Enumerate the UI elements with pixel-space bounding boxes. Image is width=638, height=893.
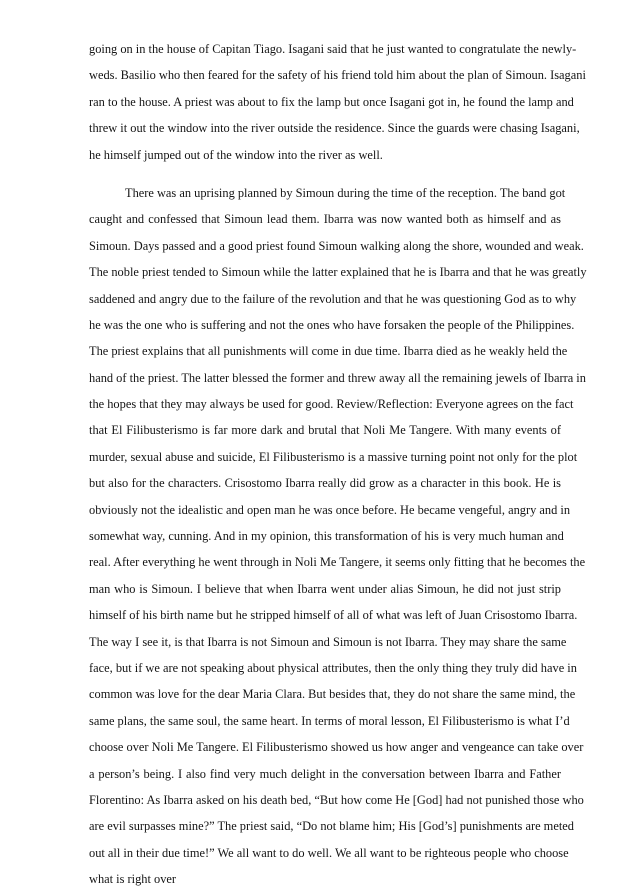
text-line: The noble priest tended to Simoun while the latter explained that he is Ibarra and that he was greatly: [89, 265, 587, 280]
text-line: murder, sexual abuse and suicide, El Filibusterismo is a massive turning point not only for the plot: [89, 449, 578, 464]
text-line: There was an uprising planned by Simoun during the time of the reception. The band got: [125, 185, 566, 200]
text-line: he himself jumped out of the window into the river as well.: [89, 147, 383, 162]
text-line: threw it out the window into the river outside the residence. Since the guards were chasing Isagani,: [89, 121, 580, 136]
text-line: he was the one who is suffering and not the ones who have forsaken the people of the Philippines.: [89, 317, 575, 332]
text-line: hand of the priest. The latter blessed the former and threw away all the remaining jewels of Ibarra in: [89, 370, 586, 385]
paragraph-2: [89, 180, 587, 893]
text-line: out all in their due time!” We all want to do well. We all want to be righteous people who choose: [89, 845, 569, 860]
text-line: saddened and angry due to the failure of the revolution and that he was questioning God as to why: [89, 291, 577, 306]
text-line: but also for the characters. Crisostomo Ibarra really did grow as a character in this book. He is: [89, 476, 561, 491]
document-body: [89, 36, 587, 893]
text-line: Simoun. Days passed and a good priest found Simoun walking along the shore, wounded and weak.: [89, 238, 584, 253]
text-line: real. After everything he went through in Noli Me Tangere, it seems only fitting that he becomes the: [89, 555, 586, 570]
text-line: obviously not the idealistic and open man he was once before. He became vengeful, angry and in: [89, 502, 571, 517]
text-line: weds. Basilio who then feared for the safety of his friend told him about the plan of Simoun. Isagani: [89, 68, 586, 83]
text-line: The priest explains that all punishments will come in due time. Ibarra died as he weakly held the: [89, 344, 568, 359]
paragraph-1: [89, 36, 586, 168]
text-line: choose over Noli Me Tangere. El Filibusterismo showed us how anger and vengeance can take over: [89, 740, 584, 755]
text-line: what is right over: [89, 872, 177, 887]
text-line: caught and confessed that Simoun lead them. Ibarra was now wanted both as himself and as: [89, 212, 561, 227]
text-line: ran to the house. A priest was about to fix the lamp but once Isagani got in, he found the lamp and: [89, 94, 574, 109]
text-line: himself of his birth name but he stripped himself of all of what was left of Juan Crisostomo Ibarra.: [89, 608, 578, 623]
text-line: common was love for the dear Maria Clara. But besides that, they do not share the same mind, the: [89, 687, 576, 702]
text-line: somewhat way, cunning. And in my opinion, this transformation of his is very much human and: [89, 529, 564, 544]
text-line: a person’s being. I also find very much delight in the conversation between Ibarra and Father: [89, 766, 561, 781]
text-line: The way I see it, is that Ibarra is not Simoun and Simoun is not Ibarra. They may share the same: [89, 634, 567, 649]
text-line: the hopes that they may always be used for good. Review/Reflection: Everyone agrees on the fact: [89, 397, 574, 412]
text-line: are evil surpasses mine?” The priest said, “Do not blame him; His [God’s] punishments are meted: [89, 819, 574, 834]
text-line: going on in the house of Capitan Tiago. Isagani said that he just wanted to congratulate the newly-: [89, 42, 577, 56]
paragraph-spacer: [89, 168, 561, 180]
text-line: face, but if we are not speaking about physical attributes, then the only thing they truly did have in: [89, 660, 577, 675]
text-line: that El Filibusterismo is far more dark and brutal that Noli Me Tangere. With many events of: [89, 423, 561, 438]
text-line: same plans, the same soul, the same heart. In terms of moral lesson, El Filibusterismo is what I’d: [89, 713, 570, 728]
text-line: man who is Simoun. I believe that when Ibarra went under alias Simoun, he did not just strip: [89, 581, 561, 596]
text-line: Florentino: As Ibarra asked on his death bed, “But how come He [God] had not punished those who: [89, 792, 584, 807]
